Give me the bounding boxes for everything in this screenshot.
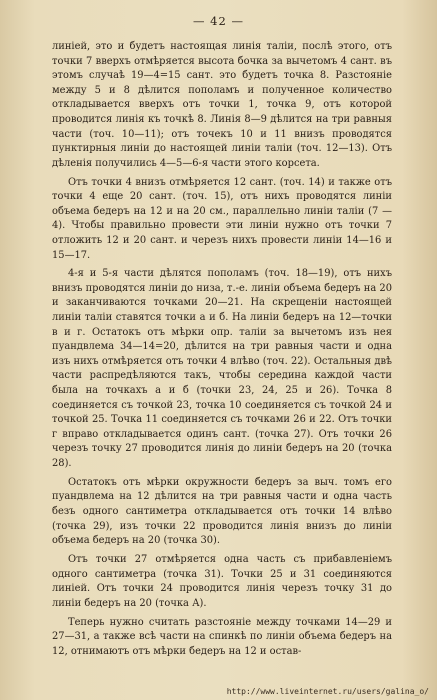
- paragraph: Отъ точки 27 отмѣряется одна часть съ прибавленiемъ одного сантиметра (точка 31). Точки 25 и 31 соединяются линiей. Отъ точки 24 проводится линiя черезъ точку 31 до линiи бедеръ на 20 (точка А).: [52, 553, 392, 609]
- paragraph: Отъ точки 4 внизъ отмѣряется 12 сант. (точ. 14) и также отъ точки 4 еще 20 сант. (точ. 15), отъ нихъ проводятся линiи объема бедеръ на 12 и на 20 см., параллельно линiи талiи (7 — 4). Чтобы правильно провести эти линiи нужно отъ точки 7 отложить 12 и 20 сант. и черезъ нихъ провести линiи 14—16 и 15—17.: [52, 176, 392, 261]
- paragraph: Остатокъ отъ мѣрки окружности бедеръ за выч. томъ его пуандвлема на 12 дѣлится на три равныя части и одна часть безъ одного сантиметра откладывается отъ точки 14 влѣво (точка 29), изъ точки 22 проводится линiя внизъ до линiи объема бедеръ на 20 (точка 30).: [52, 476, 392, 547]
- page-number: — 42 —: [193, 14, 244, 28]
- paragraph: линiей, это и будетъ настоящая линiя талiи, послѣ этого, отъ точки 7 вверхъ отмѣряется высота бочка за вычетомъ 4 сант. въ этомъ случаѣ 19—4=15 сант. это будетъ точка 8. Разстоянiе между 5 и 8 дѣлится пополамъ и полученное количество откладывается вверхъ отъ точки 1, точка 9, отъ которой проводится линiя къ точкѣ 8. Линiя 8—9 дѣлится на три равныя части (точ. 10—11); отъ точекъ 10 и 11 внизъ проводятся пунктирныя линiи до настоящей линiи талiи (точ. 12—13). Отъ дѣленiя получились 4—5—6-я части этого корсета.: [52, 41, 392, 169]
- paragraph: 4-я и 5-я части дѣлятся пополамъ (точ. 18—19), отъ нихъ внизъ проводятся линiи до низа, т.-е. линiи объема бедеръ на 20 и заканчиваются точками 20—21. На скрещенiи настоящей линiи талiи ставятся точки а и б. На линiи бедеръ на 12—точки в и г. Остатокъ отъ мѣрки опр. талiи за вычетомъ изъ нея пуандвлема 34—14=20, дѣлится на три равныя части и одна изъ нихъ отмѣряется отъ точки 4 влѣво (точ. 22). Остальныя двѣ части распредѣляются такъ, чтобы середина каждой части была на точкахъ а и б (точки 23, 24, 25 и 26). Точка 8 соединяется съ точкой 23, точка 10 соединяется съ точкой 24 и точкой 25. Точка 11 соединяется съ точками 26 и 22. Отъ точки г вправо откладывается одинъ сант. (точка 27). Отъ точки 26 черезъ точку 27 проводится линiя до линiи бедеръ на 20 (точка 28).: [52, 268, 392, 469]
- source-watermark: http://www.liveinternet.ru/users/galina_o/: [226, 687, 429, 696]
- paragraph: Теперь нужно считать разстоянiе между точками 14—29 и 27—31, а также всѣ части на спинкѣ по линiи объема бедеръ на 12, отнимаютъ отъ мѣрки бедеръ на 12 и остав-: [52, 616, 392, 657]
- body-text: [52, 40, 392, 663]
